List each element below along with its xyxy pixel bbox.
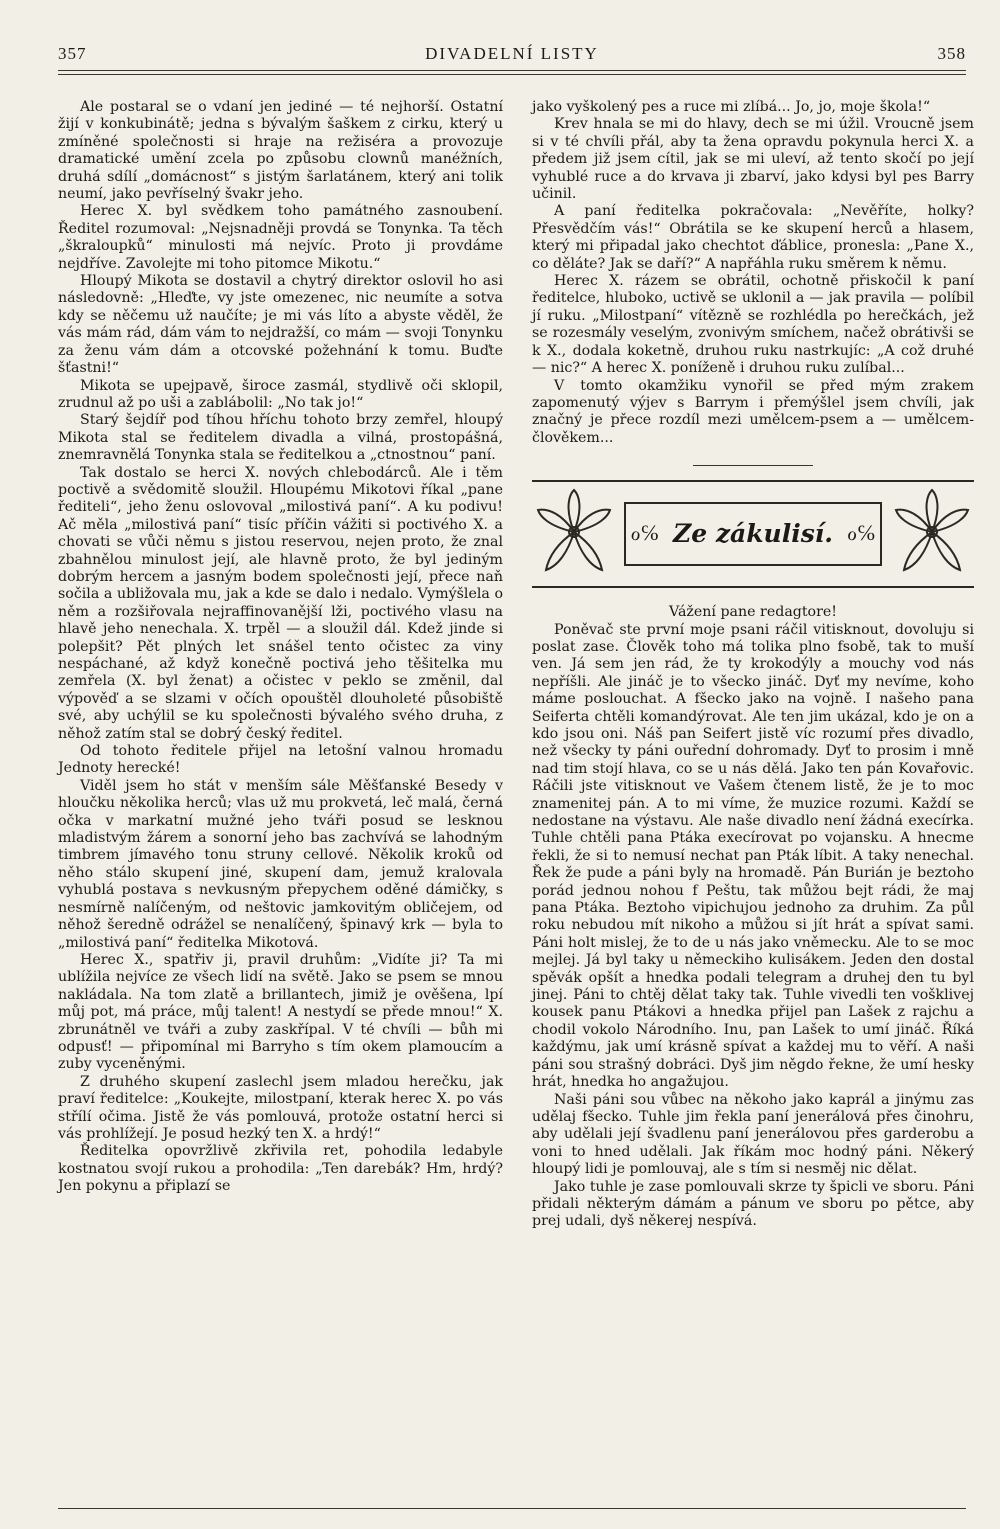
paragraph: Starý šejdíř pod tíhou hříchu tohoto brzy zemřel, hloupý Mikota stal se ředitelem divadla a vilná, prostopášná, znemravnělá Tonynka stala se ředitelkou a „ctnostnou“ paní. — [58, 412, 503, 464]
paragraph: jako vyškolený pes a ruce mi zlíbá... Jo, jo, moje škola!“ — [532, 99, 931, 115]
header-rule — [58, 70, 966, 71]
paragraph: Jako tuhle je zase pomlouvali skrze ty špicli ve sboru. Páni přidali některým dámám a pánum ve sboru po pětce, aby prej udali, dyš někerej nespívá. — [532, 1178, 974, 1230]
section-heading-ornament — [532, 480, 974, 588]
journal-title: DIVADELNÍ LISTY — [425, 44, 599, 63]
article-continuation — [532, 99, 974, 447]
paragraph: Ale postaral se o vdaní jen jediné — té nejhorší. Ostatní žijí v konkubinátě; jedna s bývalým šaškem z cirku, který u zmíněné společnosti si hraje na režiséra a provozuje dramatické umění zcela po způsobu clownů manéžních, druhá sdílí „domácnost“ s jistým šarlatánem, který ani tolik neumí, jako pevříselný švakr jeho. — [58, 99, 503, 203]
section-title: Ze zákulisí. — [672, 519, 834, 549]
footer-rule — [58, 1508, 966, 1509]
paragraph: Z druhého skupení zaslechl jsem mladou herečku, jak praví ředitelce: „Koukejte, milostpaní, kterak herec X. po vás střílí očima. Jistě že vás pomlouvá, protože ostatní herci si vás prohlížejí. Je posud hezký ten X. a hrdý!“ — [58, 1073, 503, 1142]
paragraph: Vážení pane redagtore! — [669, 604, 837, 621]
paragraph: V tomto okamžiku vynořil se před mým zrakem zapomenutý výjev s Barrym i přemýšlel jsem chvíli, jak značný je přece rozdíl mezi umělcem-psem a — umělcem-člověkem... — [532, 377, 974, 446]
paragraph: Poněvač ste první moje psani ráčil vitisknout, dovoluju si poslat zase. Člověk toho má tolika plno fsobě, tak to muší ven. Já sem jen rád, že ty krokodýly a mouchy vod nás nepříšli. Ale jináč je to všecko jináč. Dyť my nevíme, koho máme poslouchat. A fšecko jako na vojně. I našeho pana Seiferta chtěli komandýrovat. Ale ten jim ukázal, kdo je on a kdo jsou oni. Náš pan Seifert jistě víc rozumí přes divadlo, než všecky ty páni ouřední dohromady. Dyť to prosim i mně nad tim stojí hlava, co se u nás dělá. Jako ten pán Kovařovic. Ráčili jste vitisknout ve Vašem čtenem listě, že je to moc znamenitej pán. A to mi víme, že muzice rozumi. Každí se nedostane na výstavu. Ale naše divadlo není žádná execírka. Tuhle chtěli pana Ptáka execírovat po vojansku. A hnecme řekli, že si to nemusí nechat pan Pták líbit. A taky nenechal. Řek že pude a páni byly na hromadě. Pán Burián je beztoho porád jednou nohou f Peštu, tak můžou bejt rádi, že maj pana Ptáka. Beztoho vipichujou jednoho za druhim. Za půl roku nebudou mít nikoho a můžou si jít hrát a spívat sami. Páni holt mislej, že to de u nás jako vněmecku. Ale to se moc mejlej. Já byl taky u německiho kulisákem. Jeden den dostal spěvák opšít a hnedka podali telegram a druhej den tu byl jinej. Páni to chtěj dělat taky tak. Tuhle vivedli ten vošklivej kousek panu Ptákovi a hnedka přijel pan Lašek z rajchu a chodil vokolo Národního. Inu, pan Lašek to umí jináč. Říká každýmu, jak umí krásně spívat a každej mu to věří. A naši páni sou strašný dobráci. Dyš jim něgdo řekne, že umí hesky hrát, hnedka ho angažujou. — [532, 621, 974, 1091]
paragraph: Tak dostalo se herci X. nových chlebodárců. Ale i těm poctivě a svědomitě sloužil. Hloupému Mikotovi říkal „pane řediteli“, jeho ženu oslovoval „milostivá paní“. A ku podivu! Ač měla „milostivá paní“ tisíc příčin vážiti si poctivého X. a chovati se vůči němu s jistou reservou, nejen proto, že znal zbahnělou minulost její, ale hlavně proto, že byl jediným dobrým hercem a jasným bodem společnosti její, přece naň sočila a ubližovala mu, jak a kde se dalo i nedalo. Vymýšlela o něm a rozšiřovala nejraffinovanější lži, poctivého vlasu na hlavě jeho nenechala. X. trpěl — a sloužil dál. Kdež jinde si polepšit? Pět plných let snášel tento očistec za viny nespáchané, až když konečně poctivá jeho těšitelka mu zemřela (X. byl ženat) a očistec v peklo se změnil, dal výpověď a se slzami v očích opouštěl dlouholeté působiště své, aby uchýlil se ku společnosti bývalého svého druha, z něhož zatím stal se dobrý český ředitel. — [58, 464, 503, 742]
title-ornament-left: ℴ℅ — [630, 521, 659, 547]
letter-section — [532, 604, 974, 1231]
left-column — [58, 99, 503, 1196]
paragraph: Viděl jsem ho stát v menším sále Měšťanské Besedy v hloučku několika herců; vlas už mu prokvetá, leč malá, černá očka v markatní mužné jeho tváři posud se lesknou mladistvým žárem a sonorní jeho bas zachvívá se lahodným timbrem jímavého tonu struny cellové. Několik kroků od něho stálo skupení jiné, skupení dam, jemuž kralovala vyhublá postava s nevkusným přepychem oděné dámičky, s nesmírně nalíčeným, od neštovic jamkovitým obličejem, od něhož šeredně odrážel se nenalíčený, špinavý krk — byla to „milostivá paní“ ředitelka Mikotová. — [58, 777, 503, 951]
flower-ornament-icon — [534, 486, 614, 578]
right-column — [532, 99, 974, 1231]
article-end-rule — [693, 465, 813, 466]
page-number-left: 357 — [58, 44, 87, 63]
running-header — [58, 44, 966, 70]
paragraph: Herec X. rázem se obrátil, ochotně přiskočil k paní ředitelce, hluboko, uctivě se uklonil a — jak pravila — políbil jí ruku. „Milostpaní“ vítězně se rozhlédla po herečkách, jež se rozesmály veselým, zvonivým smíchem, načež obrátivši se k X., dodala koketně, druhou ruku nastrkujíc: „A což druhé — nic?“ A herec X. poníženě i druhou ruku zulíbal... — [532, 273, 974, 377]
title-ornament-right: ℴ℅ — [847, 521, 876, 547]
flower-ornament-icon — [892, 486, 972, 578]
paragraph: Naši páni sou vůbec na někoho jako kaprál a jinýmu zas udělaj fšecko. Tuhle jim řekla paní jenerálová přes činohru, aby udělali její švadlenu paní jenerálovou přes garderobu a voni to hned udělali. Jak říkám moc hodný páni. Někerý hloupý lidi je pomlouvaj, ale s tím si nesměj nic dělat. — [532, 1091, 974, 1178]
paragraph: Krev hnala se mi do hlavy, dech se mi úžil. Vroucně jsem si v té chvíli přál, aby ta žena opravdu pokynula herci X. a předem již jsem cítil, jak se mi uleví, až tento skočí po její vyhublé ruce a do krvava ji zbarví, jako kdysi byl pes Barry učinil. — [532, 116, 974, 203]
header-rule — [58, 74, 966, 75]
page-number-right: 358 — [937, 44, 966, 63]
paragraph: Herec X., spatřiv ji, pravil druhům: „Vidíte ji? Ta mi ublížila nejvíce ze všech lidí na světě. Jako se psem se mnou nakládala. Na tom zlatě a brillantech, jimiž je ověšena, lpí můj pot, má práce, můj talent! A nestydí se přede mnou!“ X. zbrunátněl ve tváři a zuby zaskřípal. V té chvíli — bůh mi odpusť! — připomínal mi Barryho s tím okem plamoucím a zuby vyceněnými. — [58, 951, 503, 1073]
section-title-frame — [624, 502, 882, 566]
paragraph: Herec X. byl svědkem toho památného zasnoubení. Ředitel rozumoval: „Nejsnadněji provdá se Tonynka. Ta těch „škraloupků“ minulosti má nejvíc. Proto ji provdáme nejdříve. Zavolejte mi toho pitomce Mikotu.“ — [58, 203, 503, 272]
paragraph: Mikota se upejpavě, široce zasmál, stydlivě oči sklopil, zrudnul až po uši a zablábolil: „No tak jo!“ — [58, 377, 503, 411]
paragraph: A paní ředitelka pokračovala: „Nevěříte, holky? Přesvědčím vás!“ Obrátila se ke skupení herců a hlasem, který mi připadal jako chechtot ďáblice, pronesla: „Pane X., co děláte? Jak se daří?“ A napřáhla ruku směrem k němu. — [532, 203, 974, 272]
paragraph: Ředitelka opovržlivě zkřivila ret, pohodila ledabyle kostnatou svojí rukou a prohodila: „Ten darebák? Hm, hrdý? Jen pokynu a připlazí se — [58, 1143, 503, 1195]
paragraph: Od tohoto ředitele přijel na letošní valnou hromadu Jednoty herecké! — [58, 743, 503, 777]
paragraph: Hloupý Mikota se dostavil a chytrý direktor oslovil ho asi následovně: „Hleďte, vy jste omezenec, nic neumíte a sotva kdy se něčemu už naučíte; je mi vás líto a abyste věděl, že vás mám rád, dám vám to nejdražší, co mám — svoji Tonynku za ženu vám dám a otcovské požehnání k tomu. Buďte šťastni!“ — [58, 273, 503, 377]
